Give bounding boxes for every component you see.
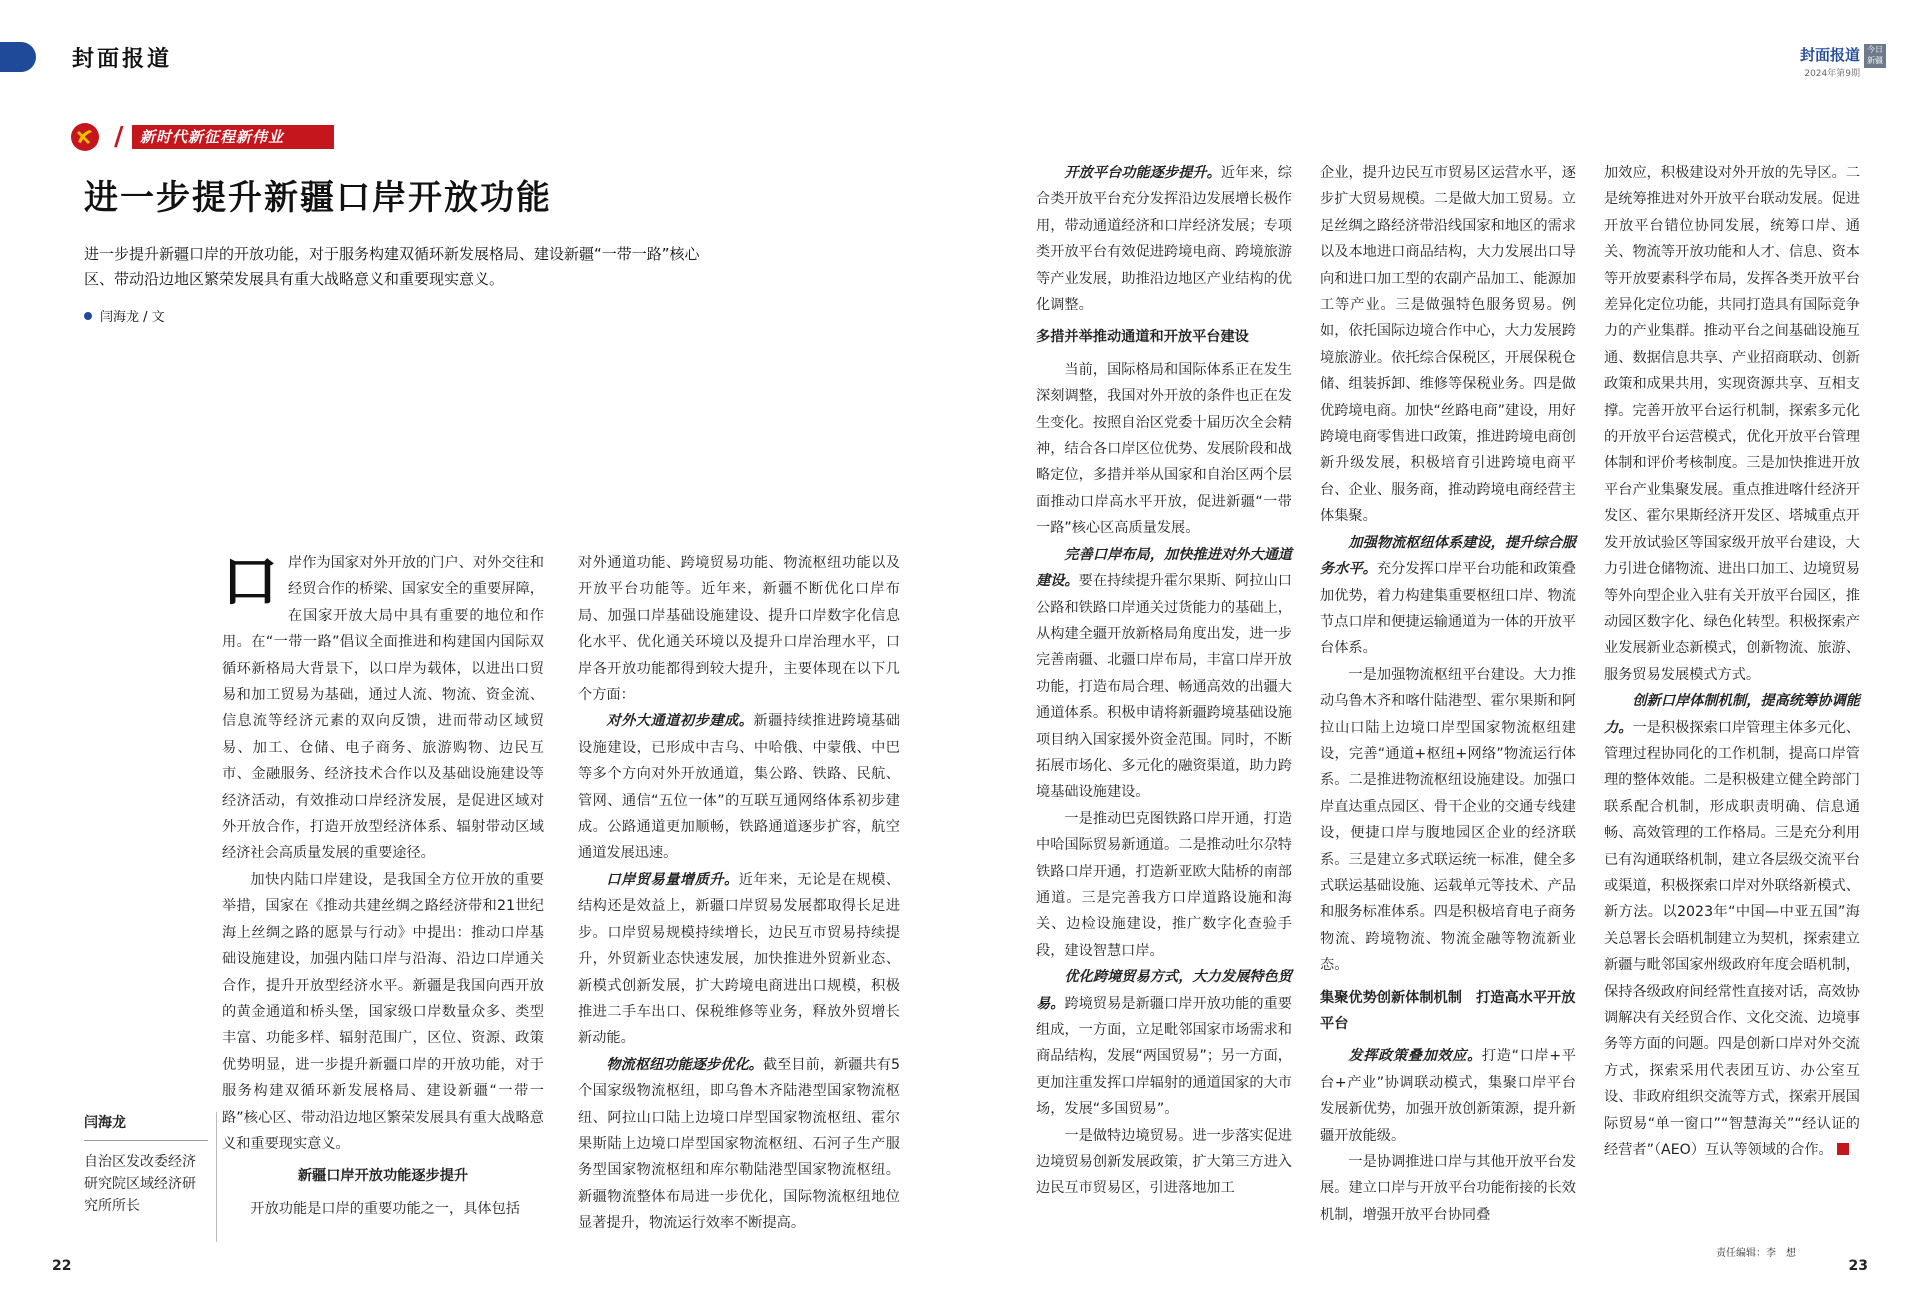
paragraph-text: 打造“口岸+平台+产业”协调联动模式，集聚口岸平台发展新优势，加强开放创新策源，提升新疆开放能级。 — [1320, 1048, 1576, 1144]
inline-heading: 优化跨境贸易方式，大力发展特色贸易。 — [1036, 969, 1292, 1012]
magazine-header — [1799, 44, 1883, 79]
inline-heading: 创新口岸体制机制，提高统筹协调能力。 — [1604, 693, 1860, 736]
paragraph-text: 近年来，综合类开放平台充分发挥沿边发展增长极作用，带动通道经济和口岸经济发展；专项类开放平台有效促进跨境电商、跨境旅游等产业发展，助推沿边地区产业结构的优化调整。 — [1036, 165, 1292, 314]
paragraph-text: 要在持续提升霍尔果斯、阿拉山口公路和铁路口岸通关过货能力的基础上，从构建全疆开放新格局角度出发，进一步完善南疆、北疆口岸布局，丰富口岸开放功能，打造布局合理、畅通高效的出疆大通道体系。积极申请将新疆跨境基础设施项目纳入国家援外资金范围。同时，不断拓展市场化、多元化的融资渠道，助力跨境基础设施建设。 — [1036, 573, 1292, 801]
responsible-editor: 责任编辑：李 想 — [1716, 1248, 1796, 1259]
article-column-3 — [1036, 160, 1292, 1202]
article-column-1 — [222, 550, 544, 1222]
drop-cap: 口 — [222, 550, 278, 615]
paragraph: 加效应，积极建设对外开放的先导区。二是统筹推进对外开放平台联动发展。促进开放平台错位协同发展，统筹口岸、通关、物流等开放功能和人才、信息、资本等开放要素科学布局，发挥各类开放平台差异化定位功能，共同打造具有国际竞争力的产业集群。推动平台之间基础设施互通、数据信息共享、产业招商联动、创新政策和成果共用，实现资源共享、互相支撑。完善开放平台运行机制，探索多元化的开放平台运营模式，优化开放平台管理体制和评价考核制度。三是加快推进开放平台产业集聚发展。重点推进喀什经济开发区、霍尔果斯经济开发区、塔城重点开发开放试验区等国家级开放平台建设，大力引进仓储物流、进出口加工、边境贸易等外向型企业入驻有关开放平台园区，推动园区数字化、绿色化转型。积极探索产业发展新业态新模式，创新物流、旅游、服务贸易发展模式方式。 — [1604, 165, 1860, 683]
article-column-5 — [1604, 160, 1860, 1163]
paragraph — [1604, 688, 1860, 1163]
magazine-section-name: 封面报道 — [1799, 46, 1860, 64]
paragraph-text: 跨境贸易是新疆口岸开放功能的重要组成，一方面，立足毗邻国家市场需求和商品结构，发展“两国贸易”；另一方面，更加注重发挥口岸辐射的通道国家的大市场，发展“多国贸易”。 — [1036, 995, 1292, 1118]
article-column-2 — [578, 550, 900, 1237]
page-number-right: 23 — [1848, 1258, 1868, 1274]
subheading: 多措并举推动通道和开放平台建设 — [1036, 329, 1249, 346]
article-title: 进一步提升新疆口岸开放功能 — [84, 178, 552, 218]
divider — [216, 1112, 217, 1242]
paragraph: 开放功能是口岸的重要功能之一，具体包括 — [250, 1200, 520, 1217]
inline-heading: 开放平台功能逐步提升。 — [1064, 165, 1221, 181]
byline-text: 闫海龙 / 文 — [100, 310, 165, 325]
column-banner: 新时代新征程新伟业 — [132, 125, 334, 149]
section-tab-marker — [0, 42, 36, 72]
banner-slash: / — [114, 122, 124, 152]
magazine-logo-box: 今日新疆 — [1864, 44, 1886, 68]
paragraph — [1036, 160, 1292, 318]
paragraph — [1320, 1043, 1576, 1149]
inline-heading: 加强物流枢纽体系建设，提升综合服务水平。 — [1320, 534, 1576, 578]
paragraph — [578, 1052, 900, 1237]
subheading: 新疆口岸开放功能逐步提升 — [297, 1168, 469, 1185]
inline-heading: 对外大通道初步建成。 — [606, 713, 754, 730]
paragraph: 一是推动巴克图铁路口岸开通，打造中哈国际贸易新通道。二是推动吐尔尕特铁路口岸开通，打造新亚欧大陆桥的南部通道。三是完善我方口岸道路设施和海关、边检设施建设，推广数字化查验手段，建设智慧口岸。 — [1036, 810, 1292, 959]
bullet-icon — [84, 312, 92, 320]
author-box — [84, 1112, 208, 1217]
article-column-4 — [1320, 160, 1576, 1228]
paragraph: 一是做特边境贸易。进一步落实促进边境贸易创新发展政策，扩大第三方进入边民互市贸易区，引进落地加工 — [1036, 1127, 1292, 1197]
paragraph — [1036, 964, 1292, 1122]
inline-heading: 发挥政策叠加效应。 — [1348, 1048, 1482, 1065]
paragraph — [1320, 530, 1576, 662]
paragraph: 当前，国际格局和国际体系正在发生深刻调整，我国对外开放的条件也正在发生变化。按照自治区党委十届历次全会精神，结合各口岸区位优势、发展阶段和战略定位，多措并举从国家和自治区两个层面推动口岸高水平开放，促进新疆“一带一路”核心区高质量发展。 — [1036, 361, 1292, 537]
paragraph: 岸作为国家对外开放的门户、对外交往和经贸合作的桥梁、国家安全的重要屏障，在国家开放大局中具有重要的地位和作用。在“一带一路”倡议全面推进和构建国内国际双循环新格局大背景下，以口岸为载体，以进出口贸易和加工贸易为基础，通过人流、物流、资金流、信息流等经济元素的双向反馈，进而带动区域贸易、加工、仓储、电子商务、旅游购物、边民互市、金融服务、经济技术合作以及基础设施建设等经济活动，有效推动口岸经济发展，是促进区域对外开放合作，打造开放型经济体系、辐射带动区域经济社会高质量发展的重要途径。 — [222, 555, 544, 862]
paragraph-text: 新疆持续推进跨境基础设施建设，已形成中吉乌、中哈俄、中蒙俄、中巴等多个方向对外开放通道，集公路、铁路、民航、管网、通信“五位一体”的互联互通网络体系初步建成。公路通道更加顺畅，铁路通道逐步扩容，航空通道发展迅速。 — [578, 713, 900, 862]
paragraph-text: 一是积极探索口岸管理主体多元化、管理过程协同化的工作机制，提高口岸管理的整体效能。二是积极建立健全跨部门联系配合机制，形成职责明确、信息通畅、高效管理的工作格局。三是充分利用已有沟通联络机制，建立各层级交流平台或渠道，积极探索口岸对外联络新模式、新方法。以2023年“中国—中亚五国”海关总署长会晤机制建立为契机，探索建立新疆与毗邻国家州级政府年度会晤机制，保持各级政府间经常性直接对话，高效协调解决有关经贸合作、文化交流、边境事务等方面的问题。四是创新口岸对外交流方式，探索采用代表团互访、办公室互设、非政府组织交流等方式，探索开展国际贸易“单一窗口”“智慧海关”“经认证的经营者”（AEO）互认等领域的合作。 — [1604, 719, 1860, 1159]
byline — [84, 306, 165, 325]
paragraph — [578, 867, 900, 1052]
paragraph-text: 截至目前，新疆共有5个国家级物流枢纽，即乌鲁木齐陆港型国家物流枢纽、阿拉山口陆上边境口岸型国家物流枢纽、霍尔果斯陆上边境口岸型国家物流枢纽、石河子生产服务型国家物流枢纽和库尔勒陆港型国家物流枢纽。新疆物流整体布局进一步优化，国际物流枢纽地位显著提升，物流运行效率不断提高。 — [578, 1056, 900, 1232]
paragraph — [578, 708, 900, 866]
inline-heading: 口岸贸易量增质升。 — [606, 871, 739, 888]
paragraph: 一是协调推进口岸与其他开放平台发展。建立口岸与开放平台功能衔接的长效机制，增强开放平台协同叠 — [1320, 1154, 1576, 1223]
section-title: 封面报道 — [72, 46, 173, 72]
magazine-issue: 2024年第9期 — [1804, 69, 1860, 79]
article-lead: 进一步提升新疆口岸的开放功能，对于服务构建双循环新发展格局、建设新疆“一带一路”核心区、带动沿边地区繁荣发展具有重大战略意义和重要现实意义。 — [84, 245, 700, 288]
page-number-left: 22 — [52, 1258, 72, 1274]
inline-heading: 完善口岸布局，加快推进对外大通道建设。 — [1036, 546, 1292, 590]
party-emblem-icon — [70, 122, 100, 152]
inline-heading: 物流枢纽功能逐步优化。 — [606, 1056, 763, 1073]
paragraph: 企业，提升边民互市贸易区运营水平，逐步扩大贸易规模。二是做大加工贸易。立足丝绸之路经济带沿线国家和地区的需求以及本地进口商品结构，大力发展出口导向和进口加工型的农副产品加工、能源加工等产业。三是做强特色服务贸易。例如，依托国际边境合作中心，大力发展跨境旅游业。依托综合保税区，开展保税仓储、组装拆卸、维修等保税业务。四是做优跨境电商。加快“丝路电商”建设，用好跨境电商零售进口政策，推进跨境电商创新升级发展，积极培育引进跨境电商平台、企业、服务商，推动跨境电商经营主体集聚。 — [1320, 165, 1576, 525]
paragraph — [1036, 542, 1292, 806]
author-title: 自治区发改委经济研究院区域经济研究所所长 — [84, 1154, 196, 1214]
subheading: 集聚优势创新体制机制 打造高水平开放平台 — [1320, 989, 1576, 1032]
end-mark-icon — [1837, 1143, 1849, 1155]
paragraph-text: 近年来，无论是在规模、结构还是效益上，新疆口岸贸易发展都取得长足进步。口岸贸易规模持续增长，边民互市贸易持续提升，外贸新业态快速发展，加快推进外贸新业态、新模式创新发展，扩大跨境电商进出口规模，积极推进二手车出口、保税维修等业务，释放外贸增长新动能。 — [578, 871, 900, 1047]
paragraph-text: 充分发挥口岸平台功能和政策叠加优势，着力构建集重要枢纽口岸、物流节点口岸和便捷运输通道为一体的开放平台体系。 — [1320, 561, 1576, 657]
author-name: 闫海龙 — [84, 1112, 208, 1141]
paragraph: 加快内陆口岸建设，是我国全方位开放的重要举措，国家在《推动共建丝绸之路经济带和21世纪海上丝绸之路的愿景与行动》中提出：推动口岸基础设施建设，加强内陆口岸与沿海、沿边口岸通关合作，提升开放型经济水平。新疆是我国向西开放的黄金通道和桥头堡，国家级口岸数量众多、类型丰富、功能多样、辐射范围广，区位、资源、政策优势明显，进一步提升新疆口岸的开放功能，对于服务构建双循环新发展格局、建设新疆“一带一路”核心区、带动沿边地区繁荣发展具有重大战略意义和重要现实意义。 — [222, 871, 544, 1152]
paragraph: 对外通道功能、跨境贸易功能、物流枢纽功能以及开放平台功能等。近年来，新疆不断优化口岸布局、加强口岸基础设施建设、提升口岸数字化信息化水平、优化通关环境以及提升口岸治理水平，口岸各开放功能都得到较大提升，主要体现在以下几个方面： — [578, 555, 900, 704]
paragraph: 一是加强物流枢纽平台建设。大力推动乌鲁木齐和喀什陆港型、霍尔果斯和阿拉山口陆上边境口岸型国家物流枢纽建设，完善“通道+枢纽+网络”物流运行体系。二是推进物流枢纽设施建设。加强口岸直达重点园区、骨干企业的交通专线建设，便捷口岸与腹地园区企业的经济联系。三是建立多式联运统一标准，健全多式联运基础设施、运载单元等技术、产品和服务标准体系。四是积极培育电子商务物流、跨境物流、物流金融等物流新业态。 — [1320, 666, 1576, 974]
